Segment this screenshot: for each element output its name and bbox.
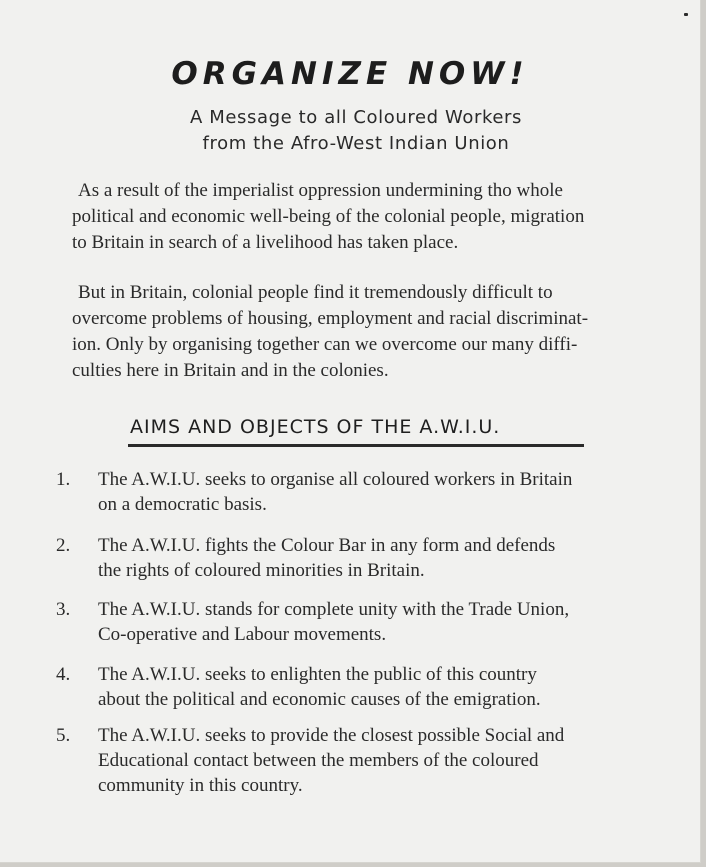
paragraph-line: overcome problems of housing, employment and racial discriminat- [72,308,589,329]
aim-line: on a democratic basis. [98,494,267,515]
aim-line: The A.W.I.U. seeks to organise all coloured workers in Britain [98,469,573,490]
aim-line: The A.W.I.U. seeks to provide the closest possible Social and [98,725,565,746]
aim-number: 4. [56,664,71,685]
paragraph-line: As a result of the imperialist oppression undermining tho whole [78,180,563,201]
aim-text [98,597,668,647]
paragraph-line: ion. Only by organising together can we overcome our many diffi- [72,334,578,355]
aim-number: 2. [56,535,71,556]
aim-line: about the political and economic causes of the emigration. [98,689,541,710]
aim-line: The A.W.I.U. seeks to enlighten the public of this country [98,664,537,685]
aim-number: 5. [56,725,71,746]
heading-underline [128,444,584,447]
ink-speck [684,13,688,16]
aim-text [98,662,668,712]
subtitle-line-1: A Message to all Coloured Workers [189,107,522,128]
leaflet-title: ORGANIZE NOW! [171,56,529,92]
intro-paragraph-2 [72,280,662,384]
aim-text [98,467,668,517]
paragraph-line: to Britain in search of a livelihood has taken place. [72,232,459,253]
aim-number: 1. [56,469,71,490]
aims-heading: AIMS AND OBJECTS OF THE A.W.I.U. [130,416,501,438]
aim-line: Co-operative and Labour movements. [98,624,387,645]
intro-paragraph-1 [72,178,662,256]
aim-line: the rights of coloured minorities in Britain. [98,560,425,581]
aim-number: 3. [56,599,71,620]
paragraph-line: culties here in Britain and in the colonies. [72,360,389,381]
aim-line: community in this country. [98,775,303,796]
aim-text [98,723,668,798]
aim-line: The A.W.I.U. stands for complete unity with the Trade Union, [98,599,570,620]
paragraph-line: But in Britain, colonial people find it tremendously difficult to [78,282,553,303]
aim-line: Educational contact between the members of the coloured [98,750,539,771]
aim-text [98,533,668,583]
subtitle-line-2: from the Afro-West Indian Union [202,133,510,154]
paragraph-line: political and economic well-being of the colonial people, migration [72,206,585,227]
aim-line: The A.W.I.U. fights the Colour Bar in any form and defends [98,535,556,556]
